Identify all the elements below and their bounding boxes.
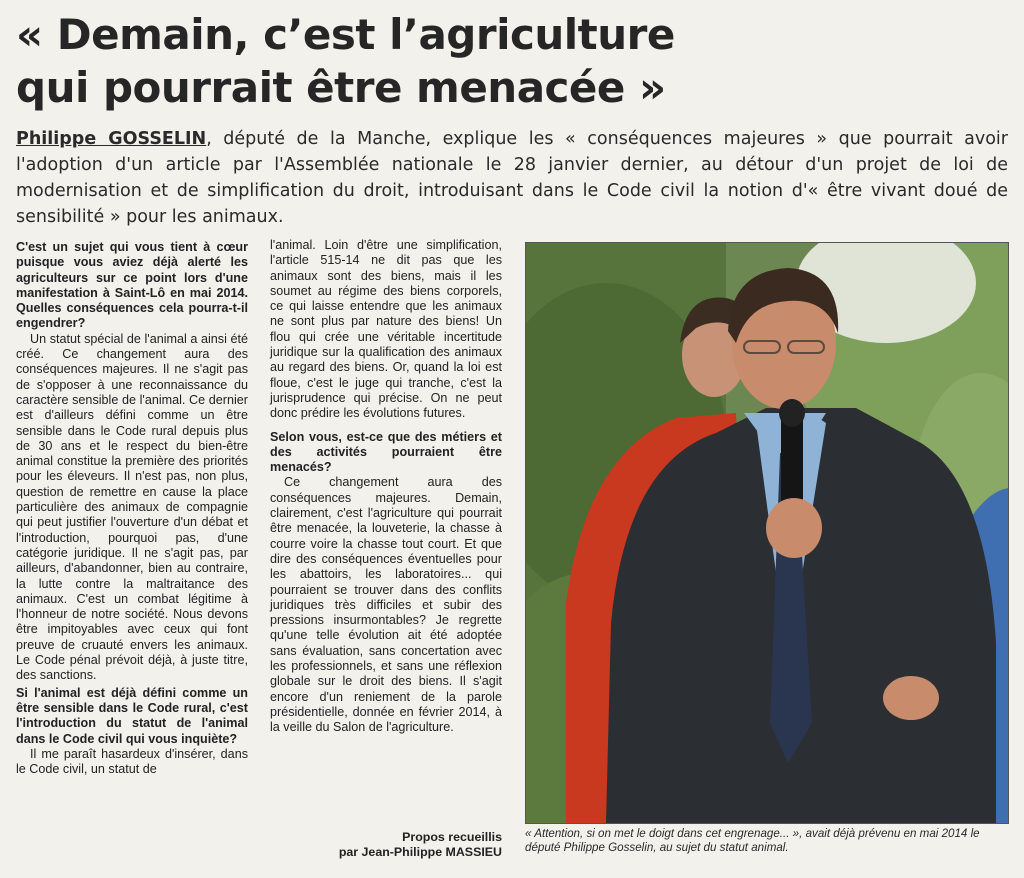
intro-author: Philippe GOSSELIN: [16, 129, 207, 149]
answer-3: Ce changement aura des conséquences majeures. Demain, clairement, c'est l'agriculture qui pourrait être menacée, la louveterie, la chasse à courre voire la chasse tout court. Et que dire des conséquences éventuelles pour les abattoirs, les laboratoires... qui pourraient se trouver dans des conflits juridiques très difficiles et subir des pressions insurmontables? Je regrette qu'une telle évolution ait été adoptée sans évaluation, sans concertation avec les professionnels, et sans une réflexion globale sur le droit des biens. Il s'agit encore d'un reniement de la parole présidentielle, donnée en février 2014, à la veille du Salon de l'agriculture.: [270, 475, 502, 735]
article-column-2: [270, 238, 502, 736]
headline-line-2: qui pourrait être menacée »: [16, 63, 666, 112]
article-photo: [525, 242, 1009, 824]
intro-text: , député de la Manche, explique les « conséquences majeures » que pourrait avoir l'adoption d'un article par l'Assemblée nationale le 28 janvier dernier, au détour d'un projet de loi de modernisation et de simplification du droit, introduisant dans le Code civil la notion d'« être vivant doué de sensibilité » pour les animaux.: [16, 129, 1008, 227]
question-1: C'est un sujet qui vous tient à cœur puisque vous aviez déjà alerté les agriculteurs sur ce point lors d'une manifestation à Saint-Lô en mai 2014. Quelles conséquences cela pourra-t-il engendrer?: [16, 240, 248, 331]
credit-line-2: par Jean-Philippe MASSIEU: [338, 845, 502, 859]
headline: [16, 8, 1006, 114]
intro-paragraph: [16, 126, 1008, 230]
headline-line-1: « Demain, c’est l’agriculture: [16, 10, 675, 59]
question-3: Selon vous, est-ce que des métiers et des activités pourraient être menacés?: [270, 429, 502, 475]
question-2: Si l'animal est déjà défini comme un être sensible dans le Code rural, c'est l'introduction du statut de l'animal dans le Code civil qui vous inquiète?: [16, 685, 248, 746]
photo-caption: « Attention, si on met le doigt dans cet engrenage... », avait déjà prévenu en mai 2014 le député Philippe Gosselin, au sujet du statut animal.: [525, 827, 980, 854]
answer-2-continued: l'animal. Loin d'être une simplification, l'article 515-14 ne dit pas que les animaux sont des biens, mais il les soumet au régime des biens corporels, ce qui laisse entendre que les animaux ne sont plus par nature des biens! Un flou qui crée une véritable incertitude juridique sur la qualification des animaux au regard des biens. Or, quand la loi est floue, c'est le juge qui tranche, c'est la jurisprudence qui précise. On ne peut donc prédire les évolutions futures.: [270, 238, 502, 421]
answer-2-start: Il me paraît hasardeux d'insérer, dans le Code civil, un statut de: [16, 746, 248, 777]
photo-illustration: [526, 243, 1008, 823]
interview-credit: [270, 830, 502, 860]
article-column-1: [16, 238, 248, 777]
credit-line-1: Propos recueillis: [402, 830, 502, 844]
answer-1: Un statut spécial de l'animal a ainsi été créé. Ce changement aura des conséquences majeures. Il ne s'agit pas de s'opposer à une reconnaissance du caractère sensible de l'animal. Ce dernier est d'ailleurs défini comme un être sensible dans le Code rural depuis plus de 30 ans et le respect du bien-être animal constitue la première des priorités pour les éleveurs. Il n'est pas, non plus, question de remettre en cause la place particulière des animaux de compagnie qui peut justifier l'ouverture d'un débat et l'introduction, pourquoi pas, d'une catégorie juridique. Il ne s'agit pas, par ailleurs, d'abandonner, bien au contraire, la lutte contre la maltraitance des animaux. C'est un combat légitime à l'honneur de notre société. Nous devons être impitoyables avec ceux qui font preuve de cruauté envers les animaux. Le Code pénal prévoit déjà, à juste titre, des sanctions.: [16, 331, 248, 683]
